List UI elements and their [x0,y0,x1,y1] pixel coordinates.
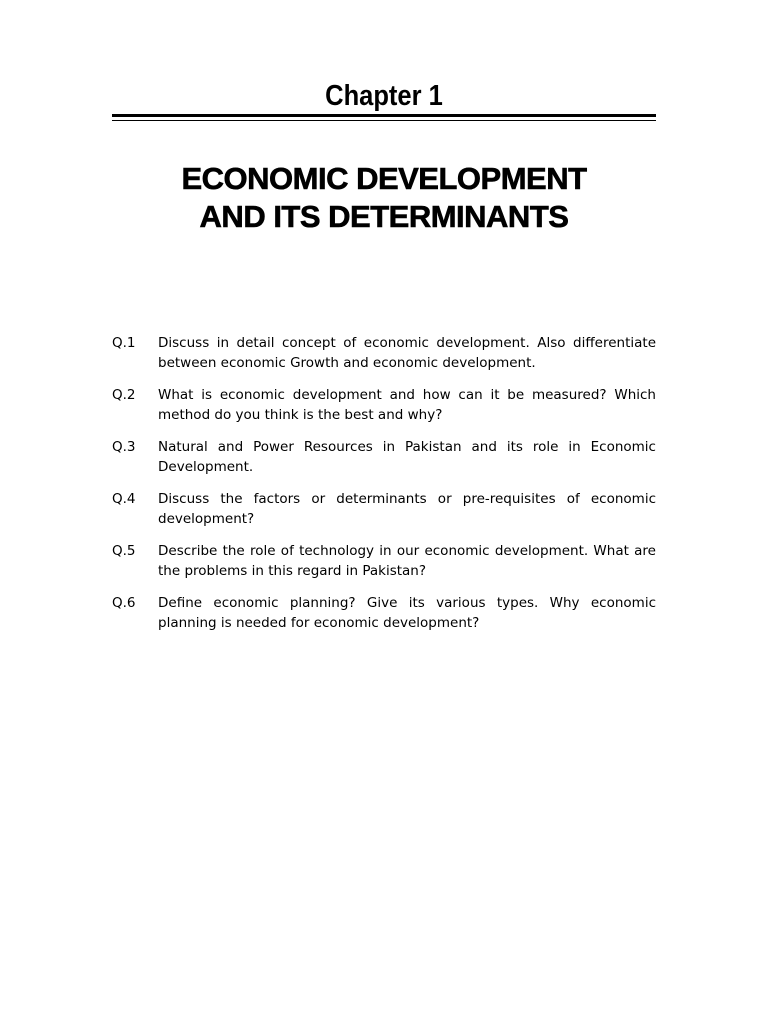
question-text: Natural and Power Resources in Pakistan and its role in Economic Development. [158,439,656,475]
question-text: Discuss the factors or determinants or pre-requisites of economic development? [158,491,656,527]
question-text: Describe the role of technology in our economic development. What are the problems in this regard in Pakistan? [158,543,656,579]
chapter-title-line-1: ECONOMIC DEVELOPMENT [181,161,587,196]
question-text: Define economic planning? Give its various types. Why economic planning is needed for economic development? [158,595,656,631]
question-item [112,593,656,633]
chapter-label: Chapter 1 [325,80,443,112]
question-item [112,333,656,373]
question-text: Discuss in detail concept of economic development. Also differentiate between economic Growth and economic development. [158,335,656,371]
question-number: Q.5 [112,543,136,559]
question-item [112,489,656,529]
header-rule-thin [112,120,656,121]
question-item [112,385,656,425]
question-number: Q.6 [112,595,136,611]
question-number: Q.4 [112,491,136,507]
question-number: Q.1 [112,335,136,351]
chapter-title-line-2: AND ITS DETERMINANTS [199,199,569,234]
question-item [112,541,656,581]
question-item [112,437,656,477]
question-number: Q.2 [112,387,136,403]
question-list [112,333,656,645]
chapter-title [0,160,768,236]
question-text: What is economic development and how can it be measured? Which method do you think is the best and why? [158,387,656,423]
header-rule-thick [112,114,656,117]
question-number: Q.3 [112,439,136,455]
